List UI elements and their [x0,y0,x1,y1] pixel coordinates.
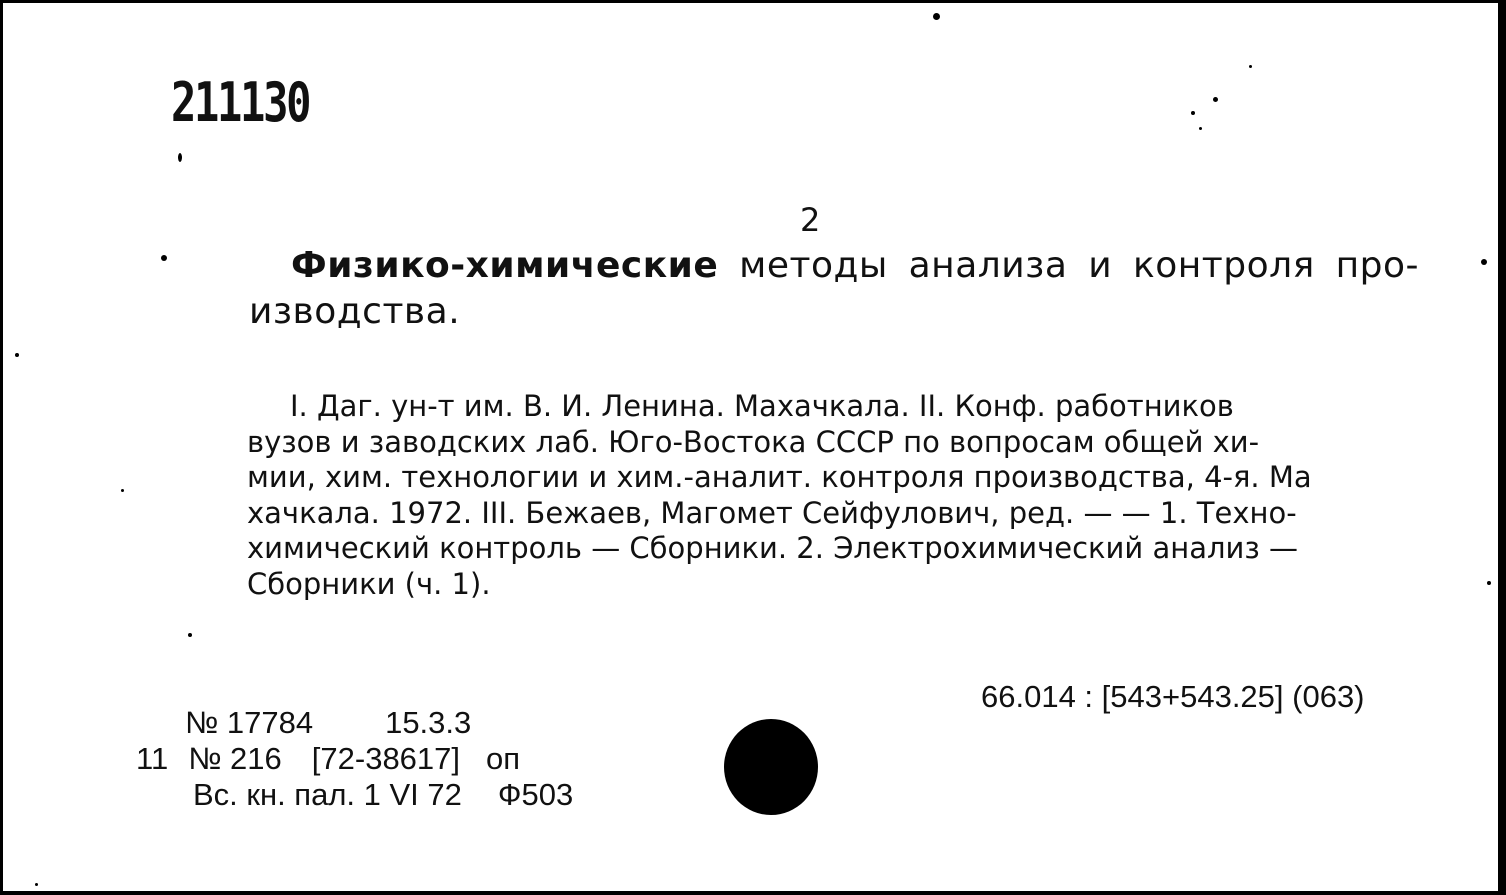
title-line-2: изводства. [249,291,461,332]
meta-line-3 [193,777,573,813]
dust-speck [178,153,182,162]
reference-block [247,389,1417,602]
suffix-code: оп [486,741,521,776]
order-number: [72-38617] [311,741,461,776]
meta-line-2 [136,741,520,777]
meta-line-1 [185,705,471,741]
registration-number: № 17784 [185,705,314,740]
dust-speck [1199,127,1202,130]
reference-line: хачкала. 1972. III. Бежаев, Магомет Сейфулович, ред. — — 1. Техно- [247,495,1297,530]
card-number: № 216 [188,741,282,776]
dust-speck [188,633,192,637]
reference-line: вузов и заводских лаб. Юго-Востока СССР по вопросам общей хи- [247,424,1260,459]
dust-speck [1487,581,1491,585]
book-chamber-stamp: Вс. кн. пал. 1 VI 72 [193,777,462,812]
udc-code: 66.014 : [543+543.25] (063) [981,679,1365,714]
punch-hole [724,719,818,815]
dust-speck [1249,65,1252,68]
title-line-1 [249,243,1419,289]
title-bold-part: Физико-химические [291,245,719,286]
dust-speck [1191,111,1195,115]
page-number: 2 [800,201,821,239]
dust-speck [121,489,124,492]
reference-line: мии, хим. технологии и хим.-аналит. контроля производства, 4-я. Ма [247,460,1312,494]
dust-speck [15,353,19,357]
dust-speck [35,883,38,886]
reference-line: I. Даг. ун-т им. В. И. Ленина. Махачкала. II. Конф. работников [290,389,1234,423]
dust-speck [1481,259,1487,265]
reference-line: химический контроль — Сборники. 2. Электрохимический анализ — [247,531,1298,565]
dust-speck [933,13,940,20]
dust-speck [161,255,167,261]
prefix-number: 11 [136,741,169,776]
reference-line: Сборники (ч. 1). [247,566,491,601]
title-line-1-rest: методы анализа и контроля про- [739,245,1420,286]
card-title [249,243,1419,335]
form-code: Ф503 [497,777,574,812]
classification-code: 15.3.3 [385,705,472,740]
dust-speck [1213,97,1218,102]
handwritten-number: 211130 [171,71,310,134]
